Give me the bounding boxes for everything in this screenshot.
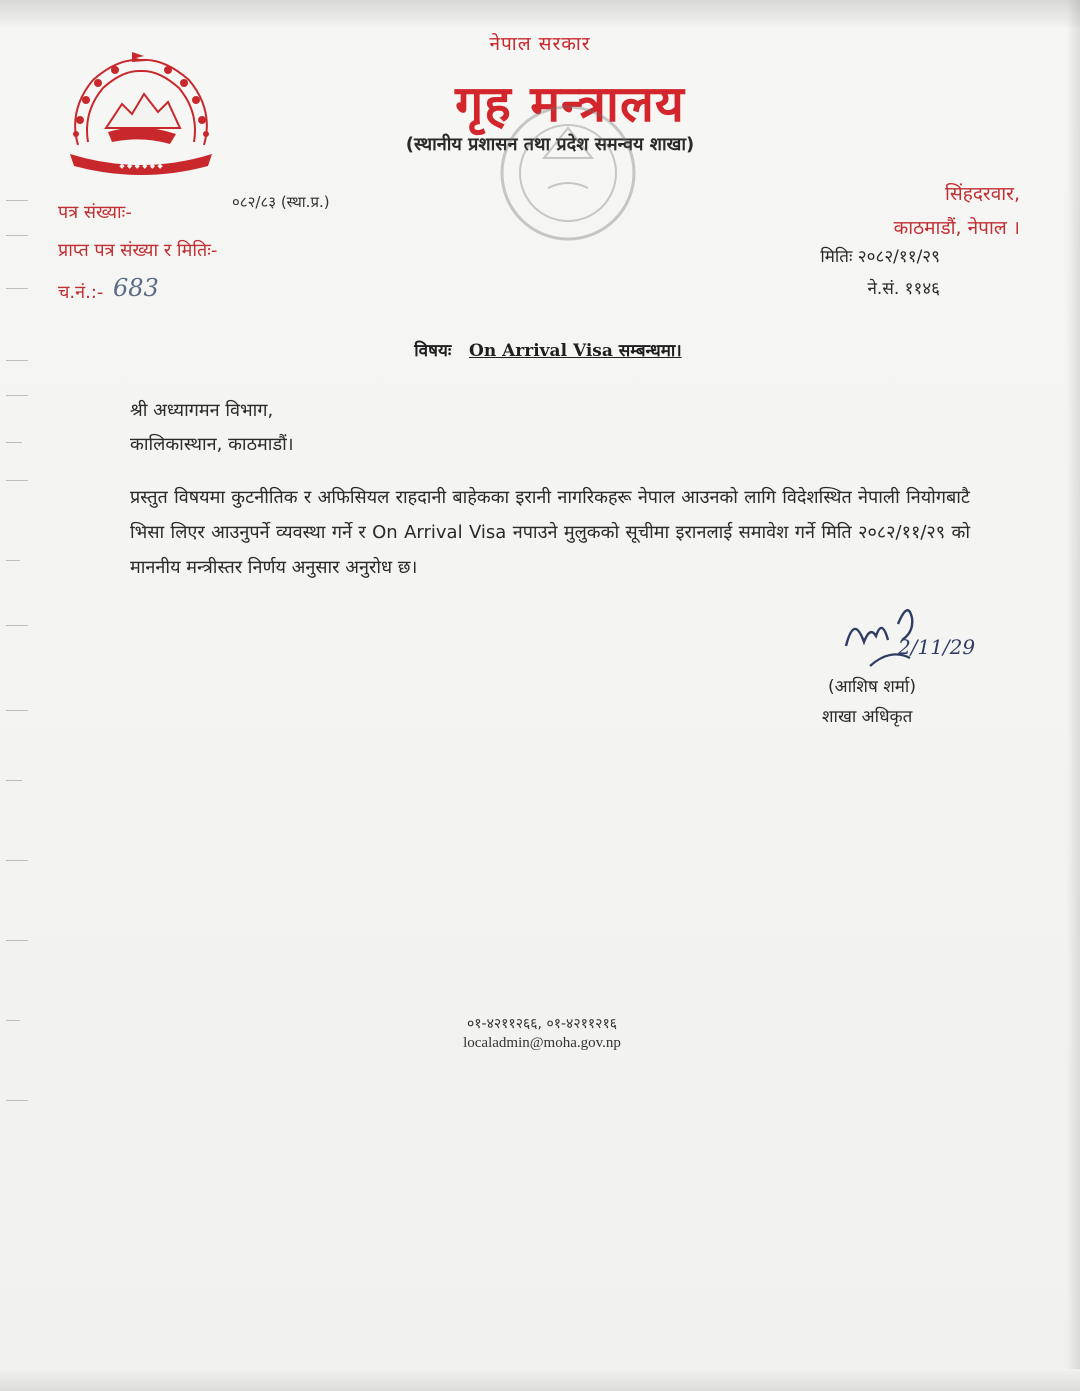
- office-stamp-icon: [488, 98, 648, 248]
- letter-number-value: ०८२/८३ (स्था.प्र.): [232, 193, 330, 211]
- letter-date: मितिः २०८२/११/२९: [820, 247, 940, 267]
- dispatch-number-label: च.नं.:-: [58, 282, 104, 303]
- paper-bottom-edge: [0, 1369, 1080, 1391]
- signature-date: 2/11/29: [898, 635, 976, 659]
- footer-phone: ०१-४२११२६६, ०१-४२११२१६: [466, 1016, 618, 1032]
- recipient-line-2: कालिकास्थान, काठमाडौं।: [130, 434, 294, 455]
- signatory-designation: शाखा अधिकृत: [822, 707, 913, 727]
- subject-text: On Arrival Visa सम्बन्धमा।: [469, 341, 682, 361]
- nepal-sambat-date: ने.सं. ११४६: [867, 279, 940, 299]
- dispatch-number-value: 683: [113, 274, 159, 302]
- branch-name: (स्थानीय प्रशासन तथा प्रदेश समन्वय शाखा): [405, 134, 695, 155]
- paper-top-edge: [0, 0, 1080, 28]
- subject-label: विषयः: [414, 341, 452, 361]
- ministry-name: गृह मन्त्रालय: [455, 75, 685, 133]
- letter-body: प्रस्तुत विषयमा कुटनीतिक र अफिसियल राहदानी बाहेकका इरानी नागरिकहरू नेपाल आउनको लागि विदेशस्थित नेपाली नियोगबाटै भिसा लिएर आउनुपर्ने व्यवस्था गर्ने र On Arrival Visa नपाउने मुलुकको सूचीमा इरानलाई समावेश गर्ने मिति २०८२/११/२९ को माननीय मन्त्रीस्तर निर्णय अनुसार अनुरोध छ।: [130, 487, 970, 578]
- signatory-name: (आशिष शर्मा): [828, 677, 916, 697]
- subject-line: [0, 338, 1080, 361]
- address-line-2: काठमाडौं, नेपाल ।: [893, 217, 1020, 239]
- address-line-1: सिंहदरवार,: [944, 183, 1020, 205]
- recipient-line-1: श्री अध्यागमन विभाग,: [130, 400, 274, 421]
- svg-text:◆ ◆ ◆ ◆ ◆ ◆: ◆ ◆ ◆ ◆ ◆ ◆: [119, 162, 163, 170]
- letter-number-label: पत्र संख्याः-: [58, 202, 132, 223]
- paper-right-shadow: [1066, 0, 1080, 1391]
- footer-email: localadmin@moha.gov.np: [463, 1035, 621, 1051]
- government-name: नेपाल सरकार: [489, 33, 591, 55]
- received-letter-label: प्राप्त पत्र संख्या र मितिः-: [58, 240, 218, 261]
- handwritten-signature: [840, 596, 990, 672]
